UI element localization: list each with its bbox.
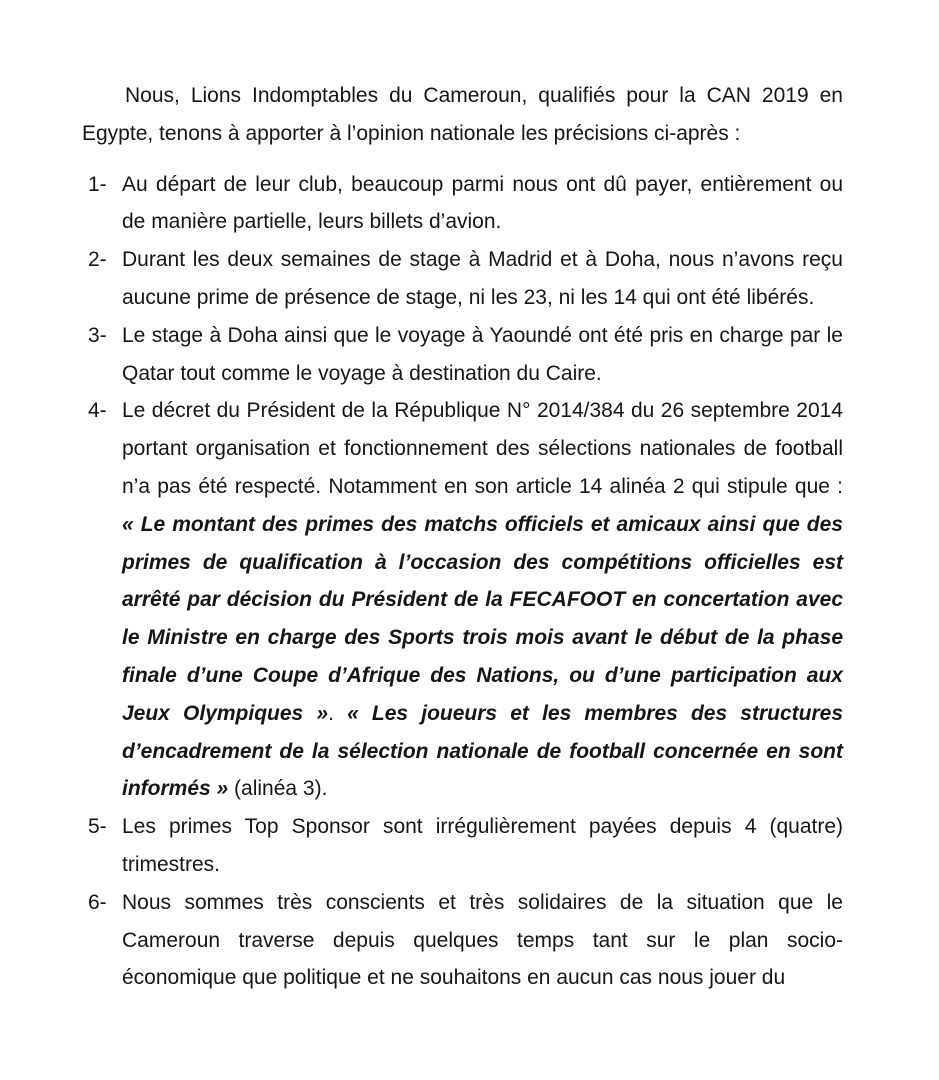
text-segment: (alinéa 3). <box>228 777 328 801</box>
item-number: 4- <box>88 399 107 423</box>
intro-paragraph: Nous, Lions Indomptables du Cameroun, qualifiés pour la CAN 2019 en Egypte, tenons à apporter à l’opinion nationale les précisions ci-après : <box>82 84 843 145</box>
list-item <box>82 808 849 884</box>
item-text <box>122 324 849 385</box>
item-number: 2- <box>88 248 107 272</box>
text-segment: Durant les deux semaines de stage à Madrid et à Doha, nous n’avons reçu aucune prime de présence de stage, ni les 23, ni les 14 qui ont été libérés. <box>122 248 849 309</box>
list-item <box>82 392 849 808</box>
item-text <box>122 891 849 990</box>
item-text <box>122 815 849 876</box>
text-segment: Nous sommes très conscients et très solidaires de la situation que le Cameroun traverse depuis quelques temps tant sur le plan socio-économique que politique et ne souhaitons en aucun cas nous jouer du <box>122 890 849 990</box>
item-number: 3- <box>88 323 107 347</box>
numbered-list <box>82 166 849 998</box>
text-segment: . <box>328 701 348 725</box>
item-number: 1- <box>88 172 107 196</box>
item-number: 5- <box>88 815 107 839</box>
item-text <box>122 248 849 309</box>
list-item <box>82 241 849 317</box>
text-segment: Au départ de leur club, beaucoup parmi nous ont dû payer, entièrement ou de manière partielle, leurs billets d’avion. <box>122 172 849 234</box>
text-segment: Le stage à Doha ainsi que le voyage à Yaoundé ont été pris en charge par le Qatar tout comme le voyage à destination du Caire. <box>122 323 849 385</box>
list-item <box>82 166 849 242</box>
text-segment: « Les joueurs et les membres des structures d’encadrement de la sélection nationale de football concernée en sont informés » <box>122 701 849 801</box>
item-number: 6- <box>88 890 107 914</box>
item-text <box>122 173 849 234</box>
item-text <box>122 399 849 800</box>
text-segment: Les primes Top Sponsor sont irrégulièrement payées depuis 4 (quatre) trimestres. <box>122 815 849 876</box>
list-item <box>82 884 849 997</box>
text-segment: « Le montant des primes des matchs officiels et amicaux ainsi que des primes de qualification à l’occasion des compétitions officielles est arrêté par décision du Président de la FECAFOOT en concertation avec le Ministre en charge des Sports trois mois avant le début de la phase finale d’une Coupe d’Afrique des Nations, ou d’une participation aux Jeux Olympiques » <box>122 512 849 725</box>
list-item <box>82 317 849 393</box>
text-segment: Le décret du Président de la République N° 2014/384 du 26 septembre 2014 portant organisation et fonctionnement des sélections nationales de football n’a pas été respecté. Notamment en son article 14 alinéa 2 qui stipule que : <box>122 399 849 498</box>
